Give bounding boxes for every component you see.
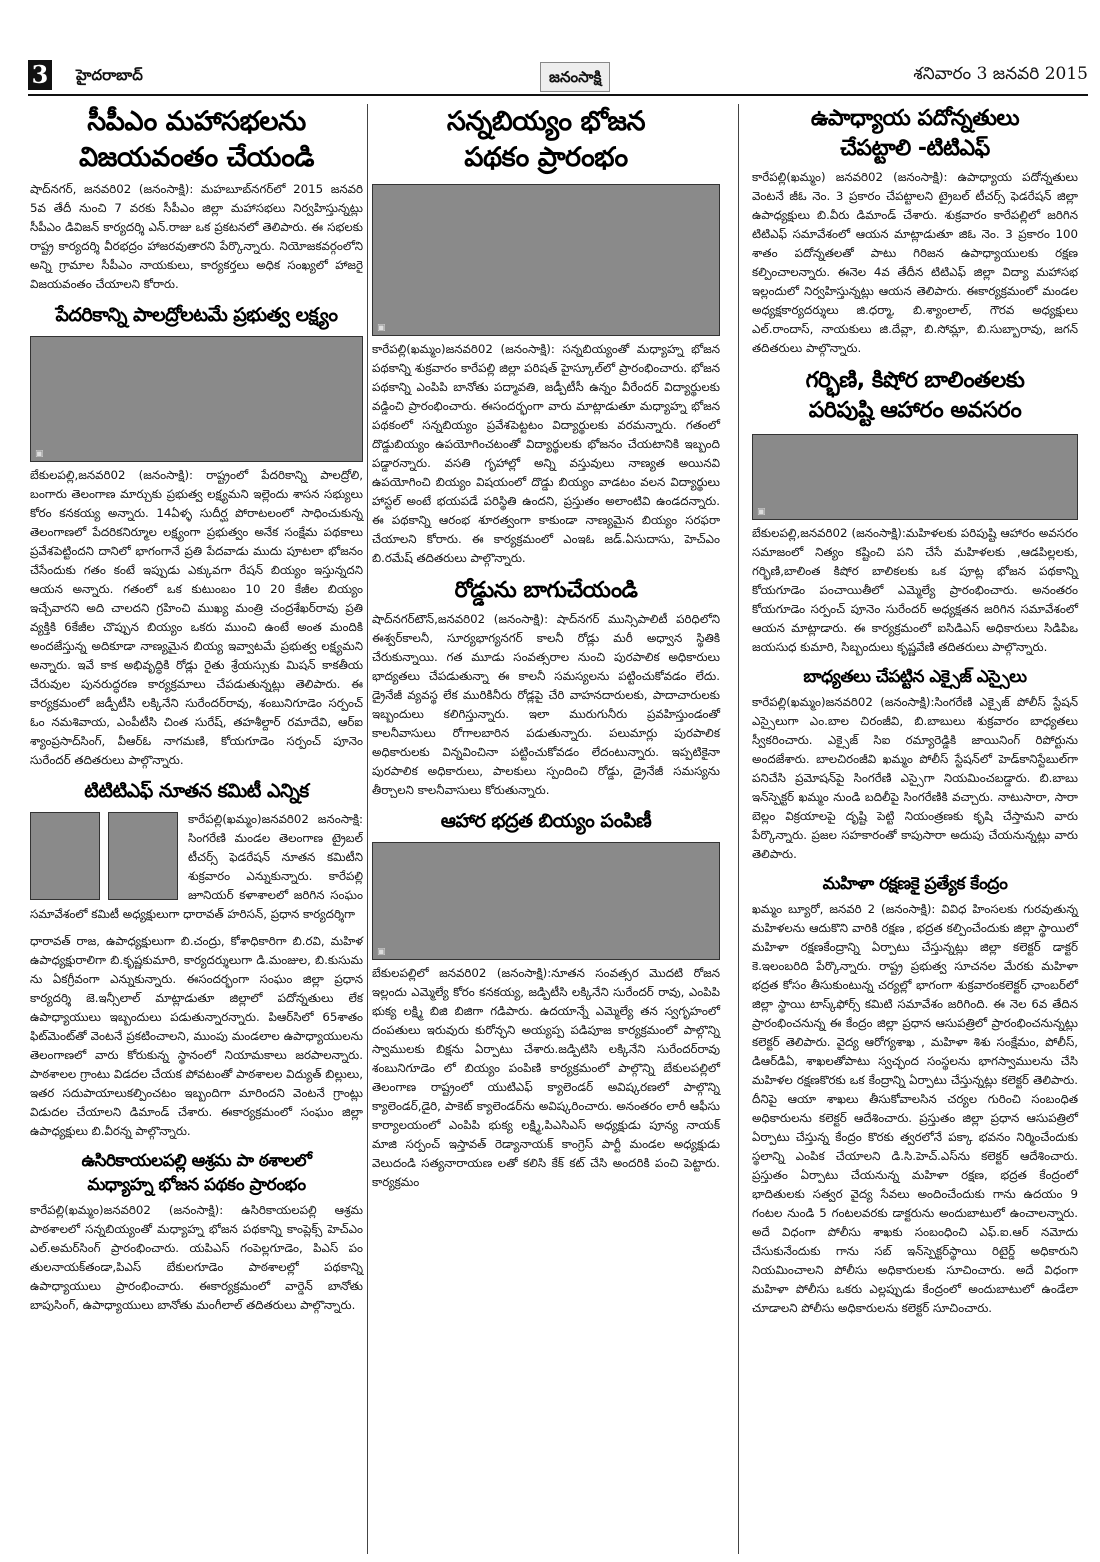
column-divider (738, 104, 739, 1554)
article-headline: పథకం ప్రారంభం (464, 142, 628, 173)
portrait-photo (30, 812, 100, 900)
article-headline: టిటిటిఎఫ్ నూతన కమిటీ ఎన్నిక (84, 780, 309, 802)
newspaper-logo: జనంసాక్షి (540, 62, 610, 92)
page-number: 3 (28, 60, 52, 90)
article-headline: మహిళా రక్షణకై ప్రత్యేక కేంద్రం (822, 874, 1008, 894)
article-headline: చేపట్టాలి -టిటిఎఫ్ (840, 136, 990, 161)
photo-icon: ▣ (35, 449, 44, 459)
article-headline: మధ్యాహ్న భోజన పథకం ప్రారంభం (87, 1175, 306, 1195)
article-body: కారేపల్లి(ఖమ్మం)జనవరి02 (జనంసాక్షి): ఉసిరికాయలపల్లి ఆశ్రమ పాఠశాలలో సన్నబియ్యంతో మధ్యాహ్న భోజన పథకాన్ని కాంప్లెక్స్ హెచ్‌ఎం ఎల్.అమర్‌సింగ్ ప్రారంభించారు. యపిఎస్ గంపెల్లగూడెం, పిఎస్ పం తులనాయక్‌తండా,పిఎస్ బేకులగూడెం పాఠశాలల్లో పథకాన్ని ఉపాధ్యాయులు ప్రారంభించారు. ఈకార్యక్రమంలో వార్డెన్ బానోతు బాపుసింగ్, ఉపాధ్యాయులు బానోతు మంగీలాల్ తదితరులు పాల్గొన్నారు. (30, 1203, 363, 1312)
photo-icon: ▣ (757, 507, 766, 517)
column-middle (372, 104, 720, 1200)
portrait-photo (108, 812, 178, 900)
article-headline: పరిపుష్టి ఆహారం అవసరం (808, 398, 1022, 423)
article-body: కారేపల్లి(ఖమ్మం)జనవరి02 (జనంసాక్షి):సింగరేణి ఎక్సైజ్ పోలీస్ స్టేషన్ ఎస్సైలుగా ఎం.బాల చిరంజీవి, బి.బాబులు శుక్రవారం బాధ్యతలు స్వీకరించారు. ఎక్సైజ్ సిఐ రమ్యారెడ్డికి జాయినింగ్ రిపోర్టును అందజేశారు. బాలచిరంజీవి ఖమ్మం పోలీస్ స్టేషన్‌లో హెడ్‌కానిస్టేబుల్‌గా పనిచేసి ప్రమోషన్‌పై సింగరేణి ఎస్సైగా నియమించబడ్డారు. బి.బాబు ఇన్‌స్పెక్టర్ ఖమ్మం నుండి బదిలీపై సింగరేణికి వచ్చారు. నాటుసారా, సారా బెల్లం విక్రయాలపై దృష్టి పెట్టి నియంత్రణకు కృషి చేస్తామని వారు పేర్కొన్నారు. ప్రజల సహకారంతో కాపుసారా అదుపు చేయనున్నట్లు వారు తెలిపారు. (752, 695, 1078, 861)
article-headline: ఆహార భద్రత బియ్యం పంపిణీ (440, 810, 652, 832)
issue-date: శనివారం 3 జనవరి 2015 (913, 64, 1088, 84)
column-left (30, 104, 363, 1323)
news-photo (30, 336, 363, 462)
article-headline: సన్నబియ్యం భోజన (446, 106, 646, 137)
article-body: ఖమ్మం బ్యూరో, జనవరి 2 (జనంసాక్షి): వివిధ హింసలకు గురవుతున్న మహిళలను ఆదుకొని వారికి రక్షణ , భద్రత కల్పించేందుకు జిల్లా స్థాయిలో మహిళా రక్షణకేంద్రాన్ని ఏర్పాటు చేస్తున్నట్లు జిల్లా కలెక్టర్ డాక్టర్ కె.ఇలంబరిది పేర్కొన్నారు. రాష్ట్ర ప్రభుత్వ సూచనల మేరకు మహిళా భద్రత కోసం తీసుకుంటున్న చర్యల్లో భాగంగా శుక్రవారంకలెక్టర్ ఛాంబర్‌లో జిల్లా స్థాయి టాస్క్‌ఫోర్స్ కమిటి సమావేశం జరిగింది. ఈ నెల 6వ తేదిన ప్రారంభించనున్న ఈ కేంద్రం జిల్లా ప్రధాన ఆసుపత్రిలో ప్రారంభించనున్నట్లు కలెక్టర్ తెలిపారు. వైద్య ఆరోగ్యశాఖ , మహిళా శిశు సంక్షేమం, పోలీస్, డిఆర్‌డిఏ, శాఖలతోపాటు స్వచ్ఛంద సంస్థలను భాగస్వాములను చేసి మహిళల రక్షణకొరకు ఒక కేంద్రాన్ని ఏర్పాటు చేస్తున్నట్లు కలెక్టర్ తెలిపారు. దీనిపై ఆయా శాఖలు తీసుకోవాలసిన చర్యల గురించి సంబంధిత అధికారులను కలెక్టర్ ఆదేశించారు. ప్రస్తుతం జిల్లా ప్రధాన ఆసుపత్రిలో ఏర్పాటు చేస్తున్న కేంద్రం కొరకు త్వరలోనే పక్కా భవనం నిర్మించేందుకు స్థలాన్ని ఎంపిక చేయాలని డి.సి.హెచ్.ఎస్‌ను కలెక్టర్ ఆదేశించారు. ప్రస్తుతం ఏర్పాటు చేయనున్న మహిళా రక్షణ, భద్రత కేంద్రంలో భాదితులకు సత్వర వైద్య సేవలు అందించేందుకు గాను ఉదయం 9 గంటల నుండి 5 గంటలవరకు డాక్టరును అందుబాటులో ఉంచాలన్నారు. అదే విధంగా పోలీసు శాఖకు సంబంధించి ఎఫ్.ఐ.ఆర్ నమోదు చేసుకునేందుకు గాను సబ్ ఇన్‌స్పెక్టర్‌స్థాయి రిటైర్డ్ అధికారుని నియమించాలని పోలీసు అధికారులకు సూచించారు. అదే విధంగా మహిళా పోలీసు ఒకరు ఎల్లప్పుడు కేంద్రంలో అందుబాటులో ఉండేలా చూడాలని పోలీసు అధికారులను కలెక్టర్ సూచించారు. (752, 902, 1078, 1315)
article-headline: విజయవంతం చేయండి (78, 142, 315, 173)
article-headline: రోడ్డును బాగుచేయండి (454, 578, 638, 603)
article-headline: సీపీఎం మహాసభలను (87, 106, 306, 137)
article-body: ధారావత్ రాజ, ఉపాధ్యక్షులుగా బి.చంద్రు, కోశాధికారిగా బి.రవి, మహిళ ఉపాధ్యక్షురాలిగా బి.కృష్ణకుమారి, కార్యదర్శులుగా డి.మంజుల, బి.కుసుమ ను ఏకగ్రీవంగా ఎన్నుకున్నారు. ఈసందర్భంగా సంఘం జిల్లా ప్రధాన కార్యదర్శి జె.ఇన్సీలాల్ మాట్లాడుతూ జిల్లాలో పదోన్నతులు లేక ఉపాధ్యాయులు ఇబ్బందులు పడుతున్నారన్నారు. పిఆర్‌సిలో 65శాతం ఫిట్‌మెంట్‌తో వెంటనే ప్రకటించాలని, ముంపు మండలాల ఉపాధ్యాయులను తెలంగాణలో వారు కోరుకున్న స్థానంలో నియామకాలు జరపాలన్నారు. పాఠశాలల గ్రాంటు విడదల చేయక పోవటంతో పాఠశాలల విద్యుత్ బిల్లులు, ఇతర సదుపాయాలుకల్పించటం ఇబ్బందిగా మారిందని వెంటనే గ్రాంట్లు విడుదల చేయాలని డిమాండ్ చేశారు. ఈకార్యక్రమంలో సంఘం జిల్లా ఉపాధ్యక్షులు బి.వీరన్న పాల్గొన్నారు. (30, 934, 363, 1138)
article-body: బేకులపల్లిలో జనవరి02 (జనంసాక్షి):నూతన సంవత్సర మొదటి రోజన ఇల్లందు ఎమ్మెల్యే కోరం కనకయ్య, జడ్పిటీసి లక్కినేని సురేందర్ రావు, ఎంపిపి భుక్య లక్ష్మి బిజి బిజిగా గడిపారు. ఉదయాన్నే ఎమ్మెల్యే తన స్వగృహంలో దంపతులు ఇరువురు కురోన్ఛని అయ్యప్ప పడిపూజ కార్యక్రమంలో పాల్గొన్ని స్వాములకు బిక్షను ఏర్పాటు చేశారు.జడ్పిటిసి లక్కినేని సురేందర్‌రావు శంబునిగూడెం లో బియ్యం పంపిణి కార్యక్రమంలో పాల్గొన్ని బేకులపల్లిలో తెలంగాణ రాష్ట్రంలో యుటిఎఫ్ క్యాలెండర్ అవిష్కరణలో పాల్గొన్ని క్యాలెండర్,డైరి, పాకెట్ క్యాలెండర్‌ను అవిష్కరించారు. అనంతరం లారీ ఆఫీసు కార్యాలయంలో ఎంపిపి భుక్య లక్ష్మి,పిఎసిఎస్ అధ్యక్షుడు పూన్య నాయక్ మాజి సర్పంచ్ ఇస్తావత్ రెడ్యానాయక్ కాంగ్రెస్ పార్టీ మండల అధ్యక్షుడు వెలుదండి సత్యనారాయణ లతో కలిసి కేక్ కట్ చేసి అందరికి పంచి పెట్టారు. కార్యక్రమం (372, 966, 720, 1189)
article-headline: గర్భిణి, కిషోర బాలింతలకు (805, 368, 1025, 393)
article-body: షాద్‌నగర్, జనవరి02 (జనంసాక్షి): మహబూబ్‌నగర్‌లో 2015 జనవరి 5వ తేదీ నుంచి 7 వరకు సీపీఎం జిల్లా మహాసభలు నిర్వహిస్తున్నట్లు సీపీఎం డివిజన్ కార్యదర్శి ఎన్.రాజు ఒక ప్రకటనలో తెలిపారు. ఈ సభలకు రాష్ట్ర కార్యదర్శి వీరభద్రం హాజరవుతారని పేర్కొన్నారు. నియోజకవర్గంలోని అన్ని గ్రామాల సీపీఎం నాయకులు, కార్యకర్తలు అధిక సంఖ్యలో హాజరై విజయవంతం చేయాలని కోరారు. (30, 182, 363, 291)
portrait-photos (30, 812, 178, 900)
column-right (752, 104, 1078, 1326)
article-headline: ఉపాధ్యాయ పదోన్నతులు (810, 106, 1020, 131)
article-body: షాద్‌నగర్‌టౌన్,జనవరి02 (జనంసాక్షి): షాద్‌నగర్ మున్సిపాలిటీ పరిధిలోని ఈశ్వర్‌కాలనీ, సూర్యభాగ్యనగర్ కాలనీ రోడ్లు మరీ అధ్వాన స్థితికి చేరుకున్నాయి. గత మూడు సంవత్సరాల నుంచి పురపాలిక అధికారులు భాద్యతలు చేపడుతున్నా ఈ కాలనీ సమస్యలను పట్టించుకోవడం లేదు. డ్రైనేజీ వ్యవస్థ లేక మురికినీరు రోడ్లపై చేరి వాహనదారులకు, పాదాచారులకు ఇబ్బందులు కలిగిస్తున్నారు. ఇలా మురుగునీరు ప్రవహిస్తుండంతో కాలనీవాసులు రోగాలబారిన పడుతున్నారు. పలుమార్లు పురపాలిక అధికారులకు విన్నవించినా పట్టించుకోవడం లేదంటున్నారు. ఇప్పటికైనా పురపాలిక అధికారులు, పాలకులు స్పందించి రోడ్డు, డ్రైనేజీ సమస్యను తీర్చాలని కాలనీవాసులు కోరుతున్నారు. (372, 612, 720, 797)
article-body: కారేపల్లి(ఖమ్మం)జనవరి02 జనంసాక్షి: సింగరేణి మండల తెలంగాణ ట్రైబల్ టీచర్స్ ఫెడరేషన్ నూతన కమిటీని శుక్రవారం ఎన్నుకున్నారు. కారేపల్లి జూనియర్ కళాశాలలో జరిగిన సంఘం సమావేశంలో కమిటీ అధ్యక్షులుగా ధారావత్ హరిసన్, ప్రధాన కార్యదర్శిగా (30, 812, 363, 921)
column-divider (367, 104, 368, 1554)
edition-city: హైదరాబాద్ (76, 66, 143, 84)
article-body: బేకులపల్లి,జనవరి02 (జనంసాక్షి): రాష్ట్రంలో పేదరికాన్ని పాలద్రోలి, బంగారు తెలంగాణ మార్చుకు ప్రభుత్వ లక్ష్యమని ఇల్లెందు శాసన సభ్యులు కోరం కనకయ్య అన్నారు. 14ఏళ్ళ సుదీర్ఘ పోరాటలంలో సాధించుకున్న తెలంగాణలో పేదరికనిర్మూల లక్ష్యంగా ప్రభుత్వం అనేక సంక్షేమ పథకాలు ప్రవేశపెట్టిందని దానిలో భాగంగానే ప్రతి పేదవాడు ముదు పూటలా భోజనం చేసేందుకు గతం కంటే ఇప్పుడు ఎక్కువగా రేషన్ బియ్యం ఇస్తున్నదని ఆయన అన్నారు. గతంలో ఒక కుటుంబం 10 20 కేజీల బియ్యం ఇచ్చేవారని అది చాలదని గ్రహించి ముఖ్య మంత్రి చంద్రశేఖర్‌రావు ప్రతి వ్యక్తికి 6కేజీల చొప్పున బియ్యం ఒకరు ముంచి ఉంటే అంత మందికి అందజేస్తున్న అదికూడా నాణ్యమైన బియ్య ఇవ్వాటమే ప్రభుత్వ లక్ష్యమని అన్నారు. ఇవే కాక అభివృద్ధికి రోడ్లు రైతు శ్రేయస్సుకు మిషన్ కాకతీయ చేరువుల పునరుద్ధరణ కార్యక్రమాలు చేపడుతున్నట్లు తెలిపారు. ఈ కార్యక్రమంలో జడ్పీటీసి లక్కినేని సురేందర్‌రావు, శంబునిగూడెం సర్పంచ్ ఓం నమశివాయ, ఎంపీటీసి చింత సురేష్, తహశీల్దార్ రమాదేవి, ఆర్‌ఐ శ్యాంప్రసాద్‌సింగ్, వీఆర్‌ఓ నాగమణి, కోయగూడెం సర్పంచ్ పూనెం సురేందర్ తదితరులు పాల్గొన్నారు. (30, 468, 363, 767)
article-body: కారేపల్లి(ఖమ్మం)జనవరి02 (జనంసాక్షి): సన్నబియ్యంతో మధ్యాహ్న భోజన పథకాన్ని శుక్రవారం కారేపల్లి జిల్లా పరిషత్ హైస్కూల్‌లో ప్రారంభించారు. భోజన పథకాన్ని ఎంపిపి బానోతు పద్మావతి, జడ్పీటీసీ ఉన్నం వీరేందర్ విద్యార్థులకు వడ్డించి ప్రారంభించారు. ఈసందర్భంగా వారు మాట్లాడుతూ మధ్యాహ్న భోజన పథకంలో సన్నబియ్యం ప్రవేశపెట్టటం విద్యార్థులకు వరమన్నారు. గతంలో దొడ్డుబియ్యం ఉపయోగించటంతో విద్యార్థులకు భోజనం చేయటానికి ఇబ్బంది పడ్డారన్నారు. వసతి గృహాల్లో అన్ని వస్తువులు నాణ్యత అయినవి ఉపయోగించి బియ్యం విషయంలో దొడ్డు బియ్యం వాడటం వలన విద్యార్థులు హాస్టల్ అంటే భయపడే పరిస్థితి ఉందని, ప్రస్తుతం అలాంటివి ఉండదన్నారు. ఈ పథకాన్ని ఆరంభ శూరత్వంగా కాకుండా నాణ్యమైన బియ్యం సరఫరా చేయాలని కోరారు. ఈ కార్యక్రమంలో ఎంఇఓ జడ్.ఏసుదాసు, హెచ్‌ఎం బి.రమేష్ తదితరులు పాల్గొన్నారు. (372, 342, 720, 565)
article-headline: ఉసిరికాయలపల్లి ఆశ్రమ పా ఠశాలలో (81, 1151, 312, 1171)
photo-icon: ▣ (377, 323, 386, 333)
article-body: కారేపల్లి(ఖమ్మం) జనవరి02 (జనంసాక్షి): ఉపాధ్యాయ పదోన్నతులు వెంటనే జీఓ నెం. 3 ప్రకారం చేపట్టాలని ట్రైబల్ టీచర్స్ ఫెడరేషన్ జిల్లా ఉపాధ్యక్షులు బి.వీరు డిమాండ్ చేశారు. శుక్రవారం కారేపల్లిలో జరిగిన టిటిఎఫ్ సమావేశంలో ఆయన మాట్లాడుతూ జిఓ నెం. 3 ప్రకారం 100 శాతం పదోన్నతలతో పాటు గిరిజన ఉపాధ్యాయులకు రక్షణ కల్పించాలన్నారు. ఈనెల 4వ తేదీన టిటిఎఫ్ జిల్లా విద్యా మహాసభ ఇల్లందులో నిర్వహిస్తున్నట్లు ఆయన తెలిపారు. ఈకార్యక్రమంలో మండల అధ్యక్షకార్యదర్శులు జి.ధర్మా, బి.శ్యాంలాల్, గౌరవ అధ్యక్షులు ఎల్.రాందాస్, నాయకులు జి.దేవ్లా, బి.సోమ్లా, బి.సుబ్బారావు, జగన్ తదితరులు పాల్గొన్నారు. (752, 170, 1078, 355)
masthead (28, 60, 1088, 96)
article-headline: బాధ్యతలు చేపట్టిన ఎక్సైజ్ ఎస్సైలు (803, 667, 1027, 687)
article-headline: పేదరికాన్ని పాలద్రోలటమే ప్రభుత్వ లక్ష్యం (55, 304, 338, 326)
news-photo (372, 184, 720, 336)
news-photo (372, 842, 720, 960)
photo-icon: ▣ (377, 947, 386, 957)
article-body: బేకులపల్లి,జనవరి02 (జనంసాక్షి):మహిళలకు పరిపుష్టి ఆహారం అవసరం సమాజంలో నిత్యం కష్టించి పని చేసే మహిళలకు ,ఆడపిల్లలకు, గర్భిణి,బాలింత కిషోర బాలికలకు ఒక పూట్ల భోజన పథకాన్ని కోయగూడెం పంచాయితీలో ఎమ్మెల్యే ప్రారంభించారు. అనంతరం కోయగూడెం సర్పంచ్ పూనెం సురేందర్ అధ్యక్షతన జరిగిన సమావేశంలో ఆయన మాట్లాడారు. ఈ కార్యక్రమంలో ఐసిడిఎస్ అధికారులు సిడిపిఒ జయసుధ కుమారి, సిబ్బందులు కృష్ణవేణి తదితరులు పాల్గొన్నారు. (752, 526, 1078, 654)
news-photo (752, 434, 1078, 520)
